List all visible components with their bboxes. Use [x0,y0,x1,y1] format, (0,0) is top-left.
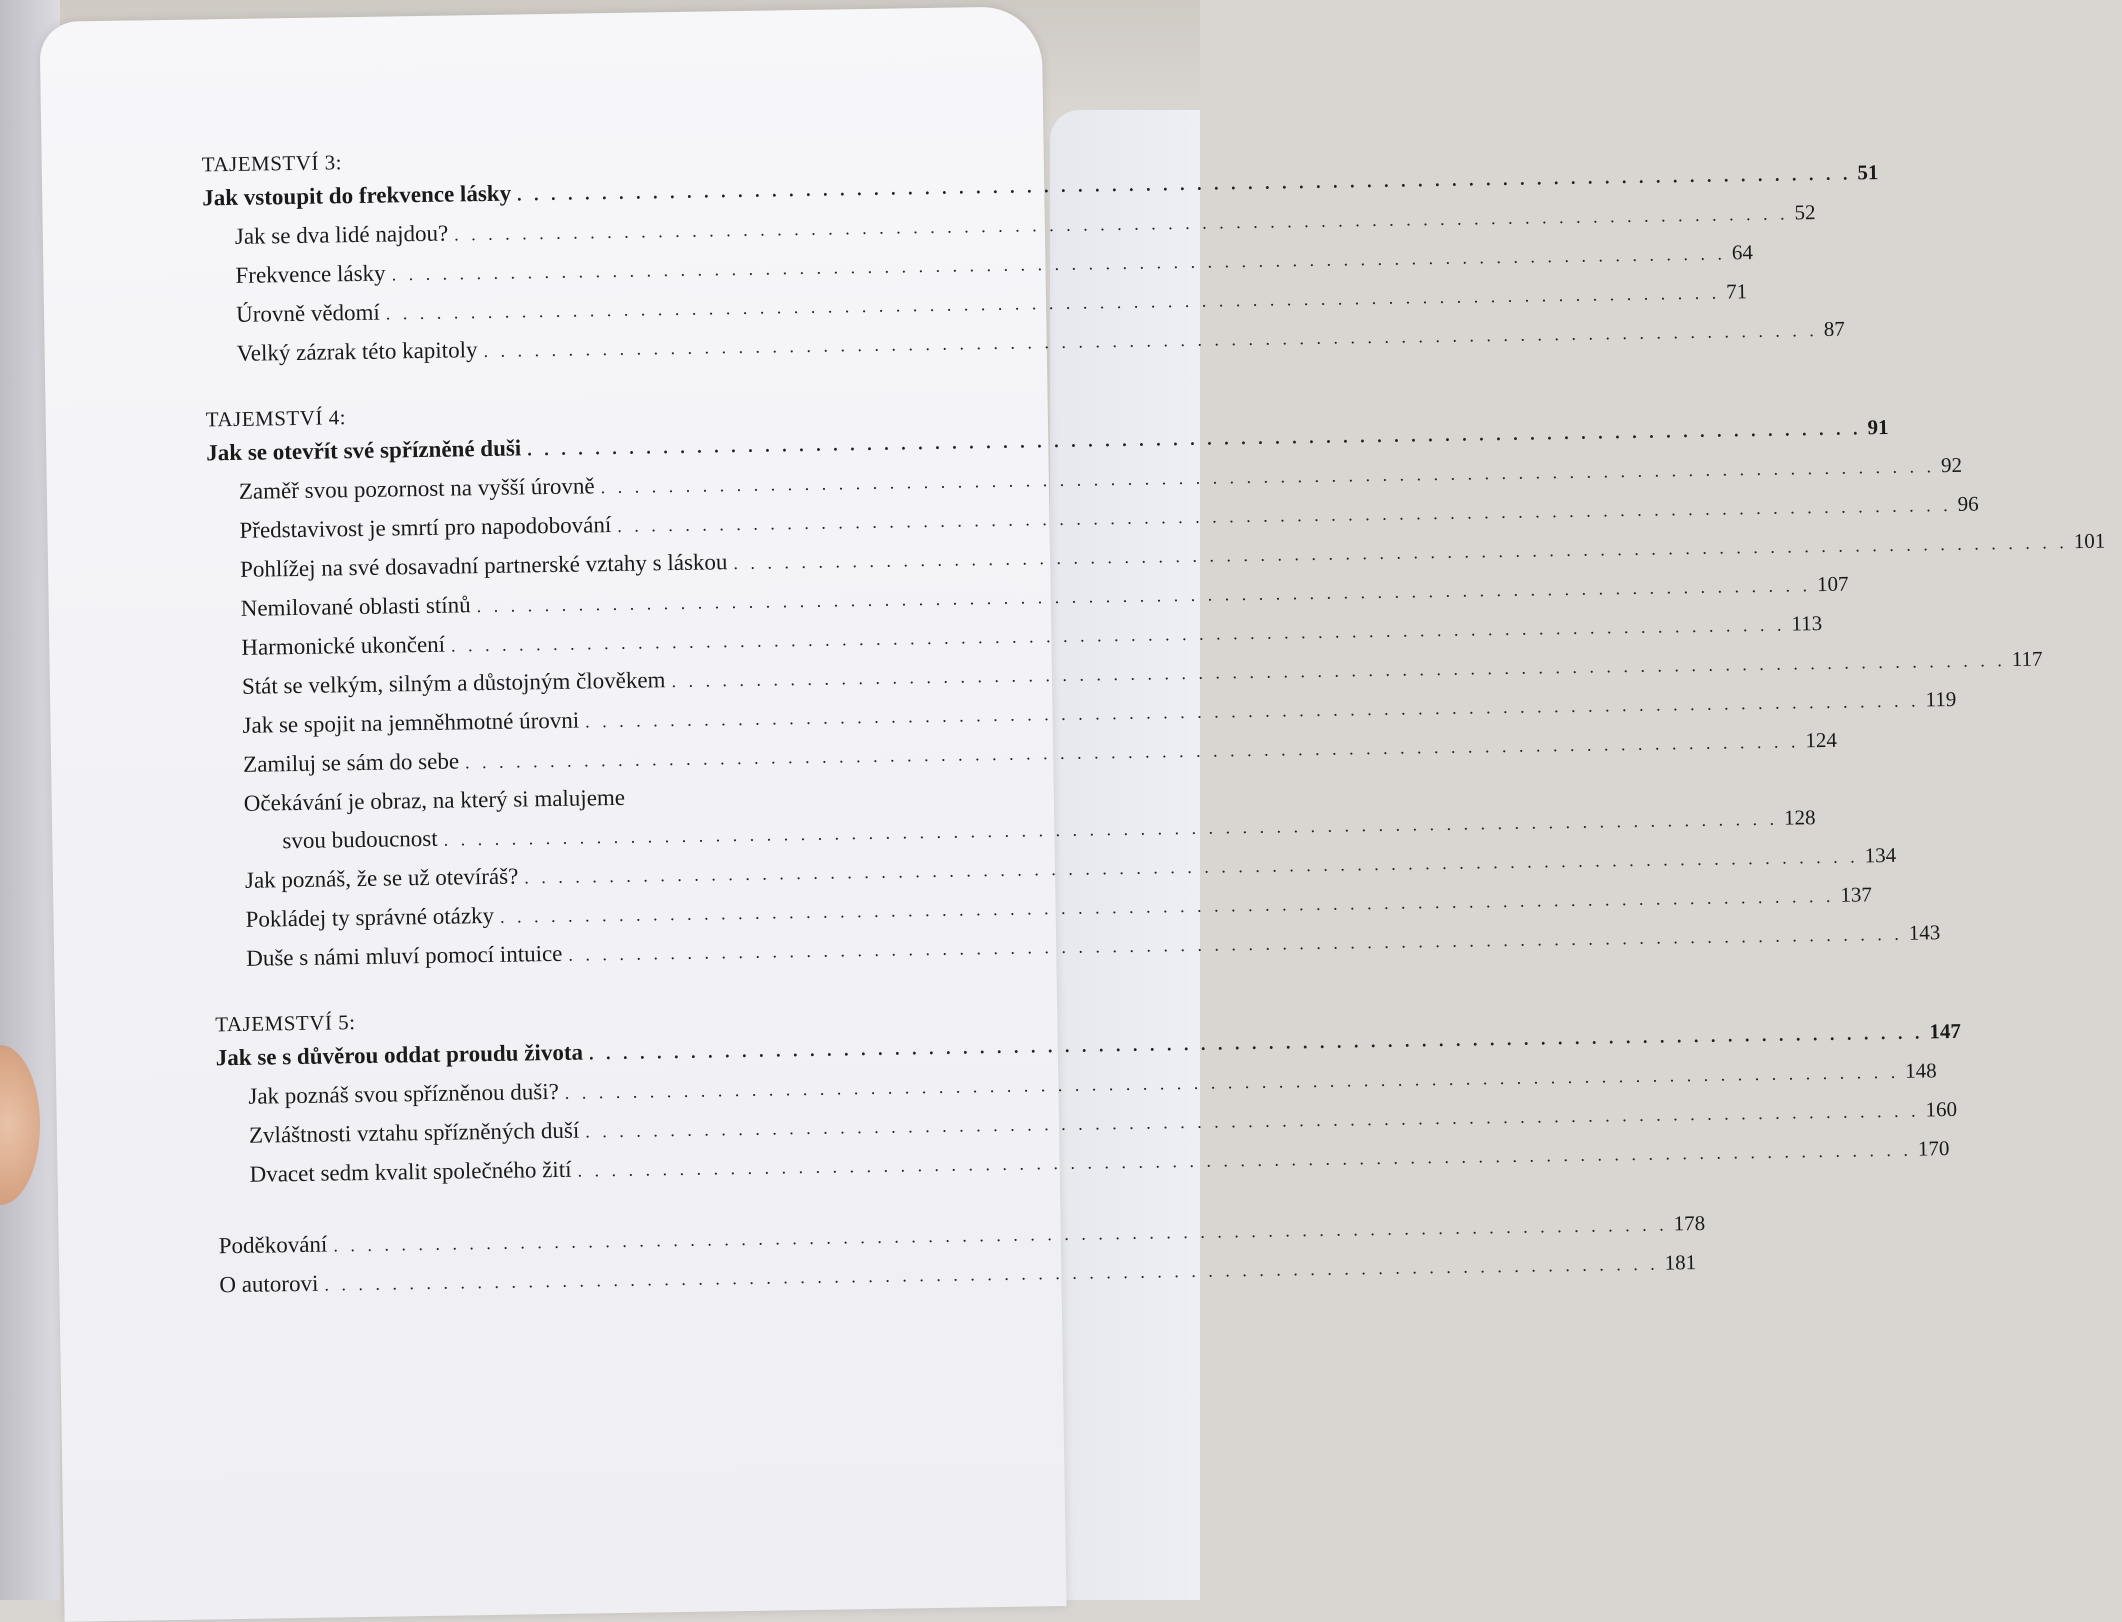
entry-title: Stát se velkým, silným a důstojným člověkem [241,667,666,699]
dot-leader: . . . . . . . . . . . . . . . . . . . . . . . . . . . . . . . . . . . . . . . . . . . . . . . . . . . . . . . . . . . . . . . . . . . . . . . . . . . . . . . [588,1022,1924,1064]
chapter-title: Jak se otevřít své spřízněné duši [206,435,522,466]
page-number: 128 [1783,805,1816,830]
dot-leader: . . . . . . . . . . . . . . . . . . . . . . . . . . . . . . . . . . . . . . . . . . . . . . . . . . . . . . . . . . . . . . . . . . . . . . . . . . . . . . . [454,203,1789,245]
page-number: 52 [1794,200,1816,225]
page-number: 170 [1917,1136,1950,1161]
dot-leader: . . . . . . . . . . . . . . . . . . . . . . . . . . . . . . . . . . . . . . . . . . . . . . . . . . . . . . . . . . . . . . . . . . . . . . . . . . . . . . . [568,923,1903,965]
section-tajemstvi-5 [215,998,1962,1196]
page-number: 101 [2073,528,2106,554]
entry-title: Zaměř svou pozornost na vyšší úrovně [238,473,595,504]
entry-title: O autorovi [219,1270,319,1298]
dot-leader: . . . . . . . . . . . . . . . . . . . . . . . . . . . . . . . . . . . . . . . . . . . . . . . . . . . . . . . . . . . . . . . . . . . . . . . . . . . . . . . [671,650,2006,692]
dot-leader: . . . . . . . . . . . . . . . . . . . . . . . . . . . . . . . . . . . . . . . . . . . . . . . . . . . . . . . . . . . . . . . . . . . . . . . . . . . . . . . [443,808,1779,850]
entry-title: Pokládej ty správné otázky [245,902,495,932]
dot-leader: . . . . . . . . . . . . . . . . . . . . . . . . . . . . . . . . . . . . . . . . . . . . . . . . . . . . . . . . . . . . . . . . . . . . . . . . . . . . . . . [527,418,1862,460]
page-number: 96 [1957,491,1979,516]
page-number: 87 [1823,316,1846,341]
entry-title: Frekvence lásky [235,260,386,288]
dot-leader: . . . . . . . . . . . . . . . . . . . . . . . . . . . . . . . . . . . . . . . . . . . . . . . . . . . . . . . . . . . . . . . . . . . . . . . . . . . . . . . [617,494,1952,536]
chapter-title: Jak vstoupit do frekvence lásky [202,180,512,211]
dot-leader: . . . . . . . . . . . . . . . . . . . . . . . . . . . . . . . . . . . . . . . . . . . . . . . . . . . . . . . . . . . . . . . . . . . . . . . . . . . . . . . [524,846,1859,888]
dot-leader: . . . . . . . . . . . . . . . . . . . . . . . . . . . . . . . . . . . . . . . . . . . . . . . . . . . . . . . . . . . . . . . . . . . . . . . . . . . . . . . [733,532,2068,574]
page-number: 71 [1725,279,1748,304]
page-number: 143 [1908,920,1941,945]
dot-leader: . . . . . . . . . . . . . . . . . . . . . . . . . . . . . . . . . . . . . . . . . . . . . . . . . . . . . . . . . . . . . . . . . . . . . . . . . . . . . . . [516,163,1852,205]
dot-leader: . . . . . . . . . . . . . . . . . . . . . . . . . . . . . . . . . . . . . . . . . . . . . . . . . . . . . . . . . . . . . . . . . . . . . . . . . . . . . . . [600,456,1936,498]
entry-title-continuation: svou budoucnost [282,825,438,854]
back-matter [218,1210,1706,1306]
dot-leader: . . . . . . . . . . . . . . . . . . . . . . . . . . . . . . . . . . . . . . . . . . . . . . . . . . . . . . . . . . . . . . . . . . . . . . . . . . . . . . . [483,320,1818,362]
dot-leader: . . . . . . . . . . . . . . . . . . . . . . . . . . . . . . . . . . . . . . . . . . . . . . . . . . . . . . . . . . . . . . . . . . . . . . . . . . . . . . . [324,1253,1659,1295]
page-number: 124 [1805,727,1838,753]
page-number: 92 [1940,452,1963,478]
page-number: 117 [2011,646,2043,672]
dot-leader: . . . . . . . . . . . . . . . . . . . . . . . . . . . . . . . . . . . . . . . . . . . . . . . . . . . . . . . . . . . . . . . . . . . . . . . . . . . . . . . [577,1139,1913,1181]
dot-leader: . . . . . . . . . . . . . . . . . . . . . . . . . . . . . . . . . . . . . . . . . . . . . . . . . . . . . . . . . . . . . . . . . . . . . . . . . . . . . . . [385,282,1721,324]
section-label: TAJEMSTVÍ 5: [215,1010,356,1037]
entry-title: Dvacet sedm kvalit společného žití [249,1156,572,1187]
page-number: 51 [1857,160,1879,185]
page-number: 134 [1864,842,1897,868]
dot-leader: . . . . . . . . . . . . . . . . . . . . . . . . . . . . . . . . . . . . . . . . . . . . . . . . . . . . . . . . . . . . . . . . . . . . . . . . . . . . . . . [333,1214,1668,1256]
page-number: 64 [1731,240,1754,265]
entry-title: Zamiluj se sám do sebe [242,748,460,777]
entry-title: Jak poznáš svou spřízněnou duši? [248,1078,560,1109]
dot-leader: . . . . . . . . . . . . . . . . . . . . . . . . . . . . . . . . . . . . . . . . . . . . . . . . . . . . . . . . . . . . . . . . . . . . . . . . . . . . . . . [564,1061,1900,1103]
table-of-contents [201,138,2106,1305]
dot-leader: . . . . . . . . . . . . . . . . . . . . . . . . . . . . . . . . . . . . . . . . . . . . . . . . . . . . . . . . . . . . . . . . . . . . . . . . . . . . . . . [476,575,1812,617]
chapter-title: Jak se s důvěrou oddat proudu života [215,1039,584,1071]
page-number: 160 [1925,1096,1958,1122]
dot-leader: . . . . . . . . . . . . . . . . . . . . . . . . . . . . . . . . . . . . . . . . . . . . . . . . . . . . . . . . . . . . . . . . . . . . . . . . . . . . . . . [499,885,1835,927]
entry-title: Úrovně vědomí [235,299,381,327]
page-number: 107 [1816,571,1849,597]
entry-title: Nemilované oblasti stínů [240,592,471,621]
section-label: TAJEMSTVÍ 3: [201,150,343,177]
book-page [39,6,2106,1622]
entry-title: Duše s námi mluví pomocí intuice [246,940,563,971]
entry-title: Jak se spojit na jemněhmotné úrovni [242,707,580,738]
entry-title-first-line: Očekávání je obraz, na který si malujeme [243,784,626,816]
page-number: 148 [1904,1058,1937,1083]
entry-title: Velký zázrak této kapitoly [236,337,478,366]
entry-title: Představivost je smrtí pro napodobování [239,512,612,543]
dot-leader: . . . . . . . . . . . . . . . . . . . . . . . . . . . . . . . . . . . . . . . . . . . . . . . . . . . . . . . . . . . . . . . . . . . . . . . . . . . . . . . [464,731,1800,773]
entry-title: Zvláštnosti vztahu spřízněných duší [248,1117,580,1148]
page-number: 91 [1867,414,1889,440]
page-number: 119 [1925,686,1957,712]
page-number: 181 [1664,1250,1697,1275]
dot-leader: . . . . . . . . . . . . . . . . . . . . . . . . . . . . . . . . . . . . . . . . . . . . . . . . . . . . . . . . . . . . . . . . . . . . . . . . . . . . . . . [585,1100,1920,1142]
section-tajemstvi-3 [201,138,1879,375]
section-tajemstvi-4 [205,393,2106,979]
dot-leader: . . . . . . . . . . . . . . . . . . . . . . . . . . . . . . . . . . . . . . . . . . . . . . . . . . . . . . . . . . . . . . . . . . . . . . . . . . . . . . . [450,614,1786,656]
dot-leader: . . . . . . . . . . . . . . . . . . . . . . . . . . . . . . . . . . . . . . . . . . . . . . . . . . . . . . . . . . . . . . . . . . . . . . . . . . . . . . . [585,690,1920,732]
page-number: 147 [1929,1018,1962,1044]
page-number: 113 [1791,611,1823,636]
dot-leader: . . . . . . . . . . . . . . . . . . . . . . . . . . . . . . . . . . . . . . . . . . . . . . . . . . . . . . . . . . . . . . . . . . . . . . . . . . . . . . . [391,243,1727,285]
entry-title: Jak se dva lidé najdou? [234,220,449,249]
entry-title: Harmonické ukončení [241,631,446,660]
page-number: 137 [1840,882,1873,907]
entry-title: Poděkování [218,1231,328,1259]
section-label: TAJEMSTVÍ 4: [205,405,347,432]
entry-title: Jak poznáš, že se už otevíráš? [244,863,519,893]
page-number: 178 [1673,1210,1706,1236]
entry-title: Pohlížej na své dosavadní partnerské vztahy s láskou [239,549,728,582]
